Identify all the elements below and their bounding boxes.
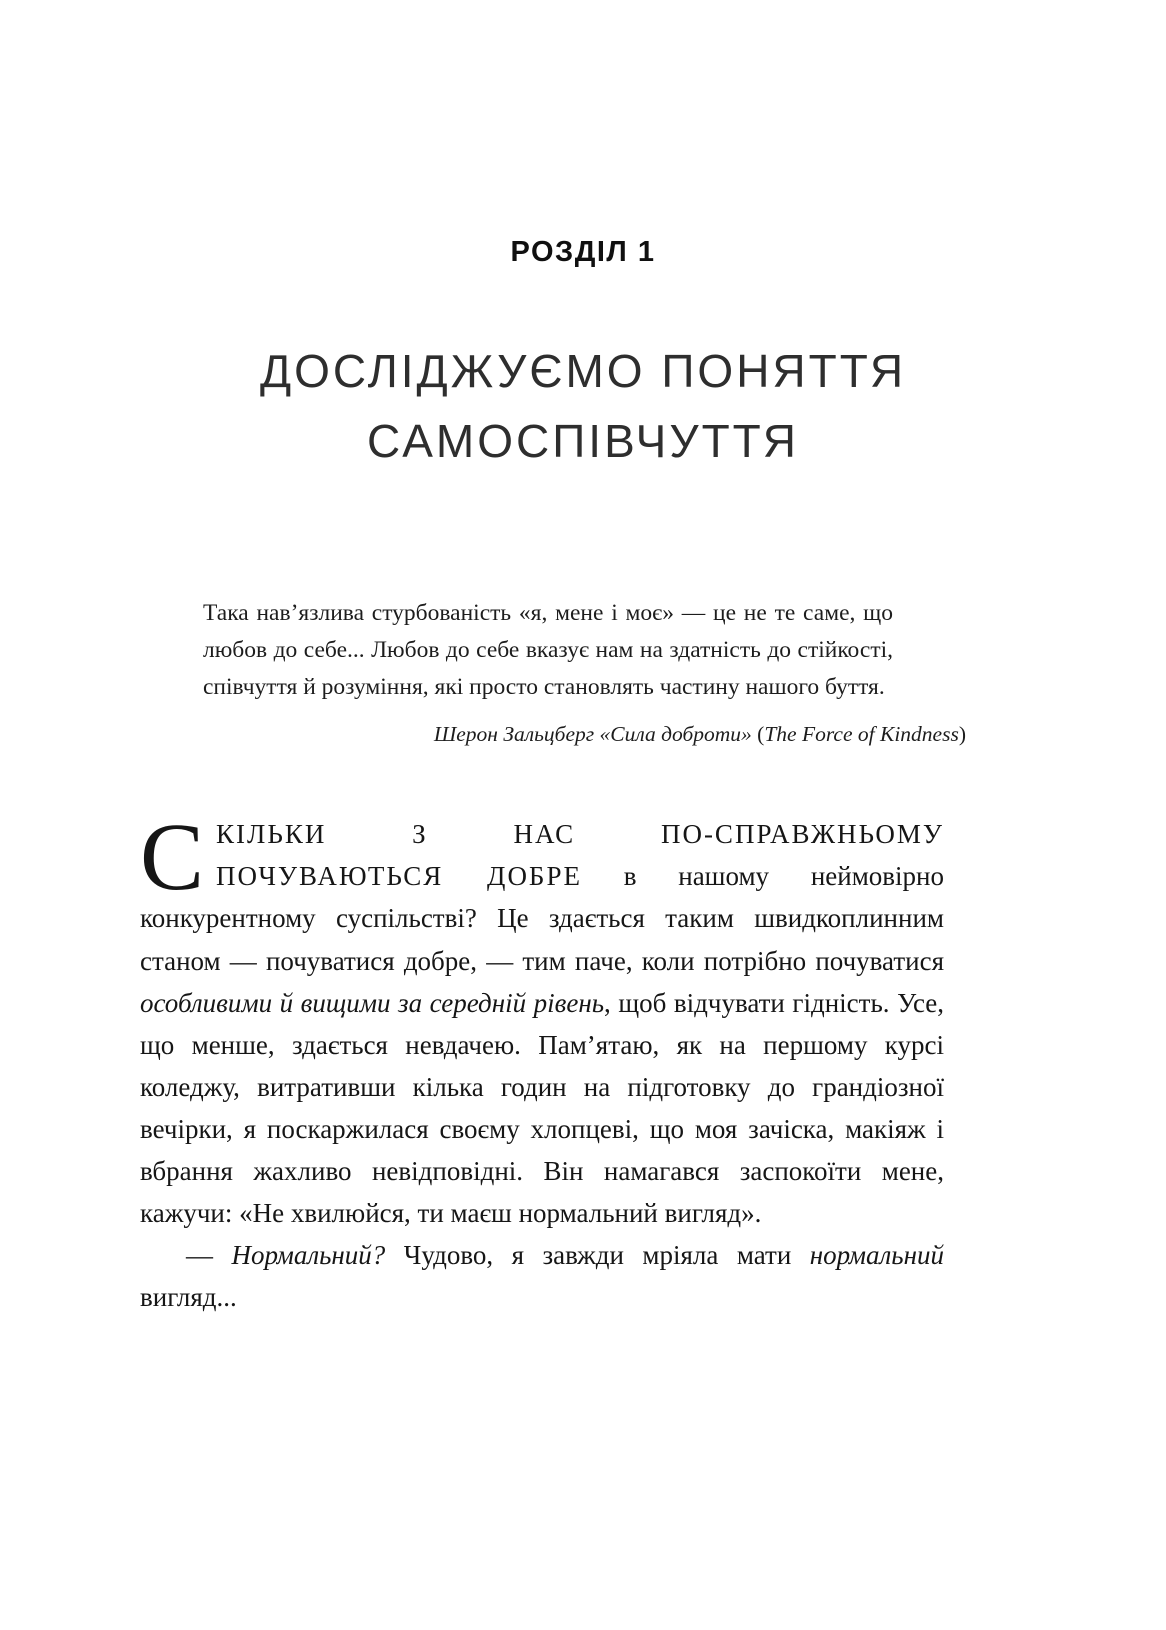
epigraph-attribution <box>203 722 966 747</box>
paragraph-2 <box>140 1234 944 1318</box>
text-segment: вигляд... <box>140 1282 237 1313</box>
text-segment: Чудово, я завжди мріяла мати <box>385 1240 810 1271</box>
paragraph-1 <box>140 803 944 1234</box>
epigraph-author-work: Шерон Зальцберг «Сила доброти» <box>433 722 752 747</box>
chapter-title-line1: ДОСЛІДЖУЄМО ПОНЯТТЯ <box>259 345 907 397</box>
chapter-title-line2: САМОСПІВЧУТТЯ <box>367 414 799 467</box>
opening-caps-run: КІЛЬКИ З НАС ПО-СПРАВЖНЬОМУ ПОЧУВАЮТЬСЯ ДОБРЕ <box>216 819 944 892</box>
italic-segment: нормальний <box>809 1240 944 1271</box>
text-segment: в нашому неймовірно конкурентному суспільстві? Це здається таким швидкоплинним станом — почуватися добре, — тим паче, коли потрібно почуватися <box>140 861 944 976</box>
text-segment: — <box>186 1240 232 1271</box>
italic-segment: особливими й вищими за середній рівень <box>140 987 605 1018</box>
epigraph-paren-close: ) <box>958 722 966 747</box>
epigraph <box>203 595 1166 747</box>
body-text <box>140 803 944 1318</box>
italic-segment: Нормальний? <box>231 1240 386 1271</box>
drop-cap: С <box>140 803 205 911</box>
chapter-label: РОЗДІЛ 1 <box>510 236 656 268</box>
epigraph-text: Така нав’язлива стурбованість «я, мене і моє» — це не те саме, що любов до себе... Любов до себе вказує нам на здатність до стійкості, співчуття й розуміння, які просто становлять частину нашого буття. <box>203 599 893 701</box>
chapter-title <box>0 337 1166 477</box>
epigraph-english-title: The Force of Kindness <box>764 722 959 747</box>
text-segment: , щоб відчувати гідність. Усе, що менше, здається невдачею. Пам’ятаю, як на першому курсі коледжу, витративши кілька годин на підготовку до грандіозної вечірки, я поскаржилася своєму хлопцеві, що моя зачіска, макіяж і вбрання жахливо невідповідні. Він намагався заспокоїти мене, кажучи: «Не хвилюйся, ти маєш нормальний вигляд». <box>140 987 944 1229</box>
epigraph-paren-open: ( <box>751 722 765 747</box>
